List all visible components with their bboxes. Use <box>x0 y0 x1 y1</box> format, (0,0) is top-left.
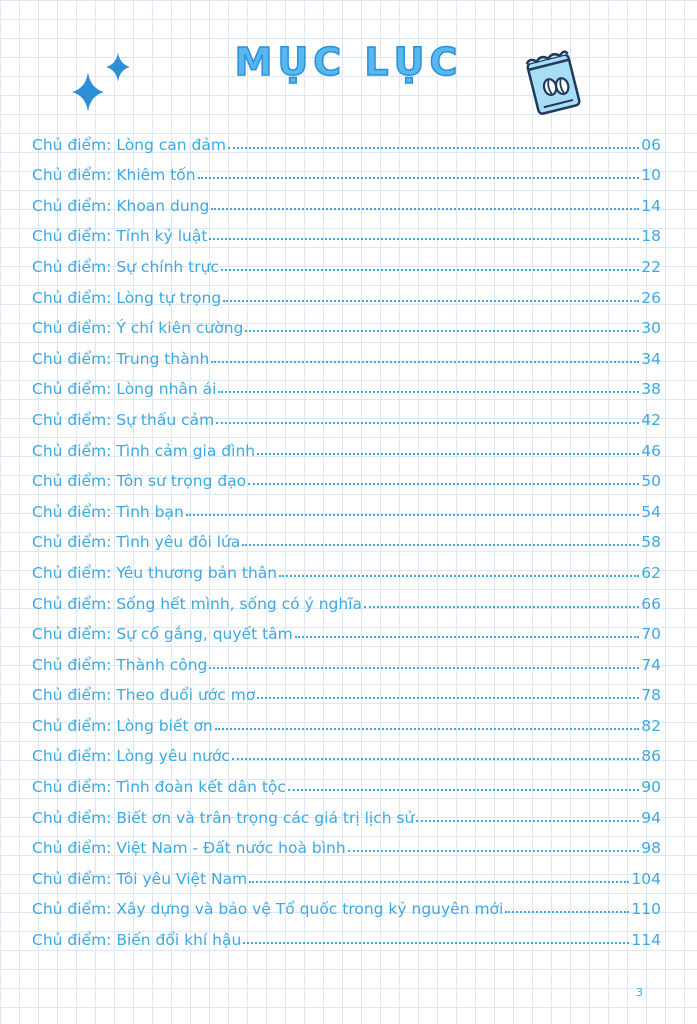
toc-item-label: Chủ điểm: Biến đổi khí hậu <box>32 931 242 950</box>
toc-row[interactable] <box>32 827 661 858</box>
toc-row[interactable] <box>32 521 661 552</box>
toc-row[interactable] <box>32 674 661 705</box>
dot-leader <box>242 544 639 546</box>
dot-leader <box>198 177 640 179</box>
dot-leader <box>248 483 639 485</box>
toc-item-label: Chủ điểm: Lòng nhân ái <box>32 380 217 399</box>
toc-item-page: 70 <box>641 625 661 644</box>
toc-item-label: Chủ điểm: Lòng tự trọng <box>32 288 222 307</box>
toc-row[interactable] <box>32 337 661 368</box>
toc-item-label: Chủ điểm: Tình yêu đôi lứa <box>32 533 241 552</box>
dot-leader <box>245 330 639 332</box>
dot-leader <box>257 453 639 455</box>
toc-item-label: Chủ điểm: Sự chính trực <box>32 257 219 276</box>
toc-row[interactable] <box>32 918 661 949</box>
toc-row[interactable] <box>32 184 661 215</box>
dot-leader <box>228 147 639 149</box>
dot-leader <box>216 422 639 424</box>
toc-row[interactable] <box>32 582 661 613</box>
toc-item-page: 90 <box>641 778 661 797</box>
toc-item-page: 78 <box>641 686 661 705</box>
dot-leader <box>295 636 640 638</box>
toc-item-page: 114 <box>631 931 661 950</box>
toc-item-page: 104 <box>631 869 661 888</box>
toc-item-page: 58 <box>641 533 661 552</box>
toc-item-page: 62 <box>641 563 661 582</box>
toc-item-label: Chủ điểm: Tình cảm gia đình <box>32 441 256 460</box>
toc-item-page: 110 <box>631 900 661 919</box>
dot-leader <box>223 300 639 302</box>
toc-item-page: 98 <box>641 839 661 858</box>
toc-item-page: 22 <box>641 257 661 276</box>
toc-item-label: Chủ điểm: Ý chí kiên cường <box>32 319 244 338</box>
dot-leader <box>186 514 639 516</box>
toc-item-page: 94 <box>641 808 661 827</box>
toc-row[interactable] <box>32 643 661 674</box>
toc-item-page: 74 <box>641 655 661 674</box>
toc-item-label: Chủ điểm: Lòng can đảm <box>32 135 226 154</box>
toc-item-label: Chủ điểm: Xây dựng và bảo vệ Tổ quốc trong kỷ nguyên mới <box>32 900 504 919</box>
dot-leader <box>279 575 639 577</box>
toc-item-label: Chủ điểm: Việt Nam - Đất nước hoà bình <box>32 839 346 858</box>
toc-item-label: Chủ điểm: Theo đuổi ước mơ <box>32 686 256 705</box>
toc-row[interactable] <box>32 429 661 460</box>
toc-item-label: Chủ điểm: Tình bạn <box>32 502 184 521</box>
dot-leader <box>209 667 639 669</box>
toc-row[interactable] <box>32 735 661 766</box>
toc-item-page: 14 <box>641 196 661 215</box>
toc-item-page: 86 <box>641 747 661 766</box>
toc-row[interactable] <box>32 215 661 246</box>
dot-leader <box>232 758 639 760</box>
toc-item-label: Chủ điểm: Tôn sư trọng đạo <box>32 472 247 491</box>
toc-row[interactable] <box>32 551 661 582</box>
toc-item-label: Chủ điểm: Lòng biết ơn <box>32 716 213 735</box>
toc-item-page: 30 <box>641 319 661 338</box>
dot-leader <box>288 789 639 791</box>
toc-item-page: 06 <box>641 135 661 154</box>
toc-item-label: Chủ điểm: Thành công <box>32 655 208 674</box>
toc-row[interactable] <box>32 368 661 399</box>
toc-row[interactable] <box>32 613 661 644</box>
toc-row[interactable] <box>32 857 661 888</box>
toc-item-page: 46 <box>641 441 661 460</box>
dot-leader <box>209 238 639 240</box>
page-number: 3 <box>636 986 643 999</box>
toc-item-page: 38 <box>641 380 661 399</box>
dot-leader <box>416 820 639 822</box>
toc-row[interactable] <box>32 245 661 276</box>
toc-item-label: Chủ điểm: Khoan dung <box>32 196 210 215</box>
toc-row[interactable] <box>32 154 661 185</box>
dot-leader <box>221 269 639 271</box>
toc-item-label: Chủ điểm: Tôi yêu Việt Nam <box>32 869 248 888</box>
toc-row[interactable] <box>32 398 661 429</box>
toc-item-label: Chủ điểm: Trung thành <box>32 349 210 368</box>
toc-item-page: 66 <box>641 594 661 613</box>
toc-item-label: Chủ điểm: Yêu thương bản thân <box>32 563 278 582</box>
dot-leader <box>211 361 639 363</box>
toc-item-page: 50 <box>641 472 661 491</box>
toc-row[interactable] <box>32 796 661 827</box>
dot-leader <box>348 850 640 852</box>
toc-item-page: 26 <box>641 288 661 307</box>
toc-item-label: Chủ điểm: Tính kỷ luật <box>32 227 208 246</box>
toc-row[interactable] <box>32 765 661 796</box>
toc-row[interactable] <box>32 307 661 338</box>
toc-item-label: Chủ điểm: Lòng yêu nước <box>32 747 230 766</box>
toc-row[interactable] <box>32 276 661 307</box>
toc-item-page: 18 <box>641 227 661 246</box>
dot-leader <box>218 391 639 393</box>
toc-item-label: Chủ điểm: Biết ơn và trân trọng các giá trị lịch sử <box>32 808 415 827</box>
dot-leader <box>257 697 639 699</box>
toc-item-label: Chủ điểm: Sự thấu cảm <box>32 410 215 429</box>
toc-item-label: Chủ điểm: Tình đoàn kết dân tộc <box>32 778 286 797</box>
dot-leader <box>215 728 640 730</box>
toc-item-label: Chủ điểm: Khiêm tốn <box>32 166 196 185</box>
toc-row[interactable] <box>32 490 661 521</box>
header <box>0 0 697 120</box>
toc-item-page: 54 <box>641 502 661 521</box>
dot-leader <box>364 606 639 608</box>
toc-item-page: 34 <box>641 349 661 368</box>
toc-item-page: 10 <box>641 166 661 185</box>
dot-leader <box>505 911 629 913</box>
dot-leader <box>243 942 629 944</box>
toc-row[interactable] <box>32 123 661 154</box>
dot-leader <box>249 881 629 883</box>
toc-item-label: Chủ điểm: Sự cố gắng, quyết tâm <box>32 625 293 644</box>
toc-item-page: 42 <box>641 410 661 429</box>
dot-leader <box>211 208 639 210</box>
toc-row[interactable] <box>32 888 661 919</box>
page-title: MỤC LỤC <box>234 40 463 84</box>
toc-item-label: Chủ điểm: Sống hết mình, sống có ý nghĩa <box>32 594 362 613</box>
coffee-bag-icon <box>518 44 590 118</box>
toc-item-page: 82 <box>641 716 661 735</box>
table-of-contents <box>32 123 661 949</box>
toc-row[interactable] <box>32 460 661 491</box>
toc-row[interactable] <box>32 704 661 735</box>
